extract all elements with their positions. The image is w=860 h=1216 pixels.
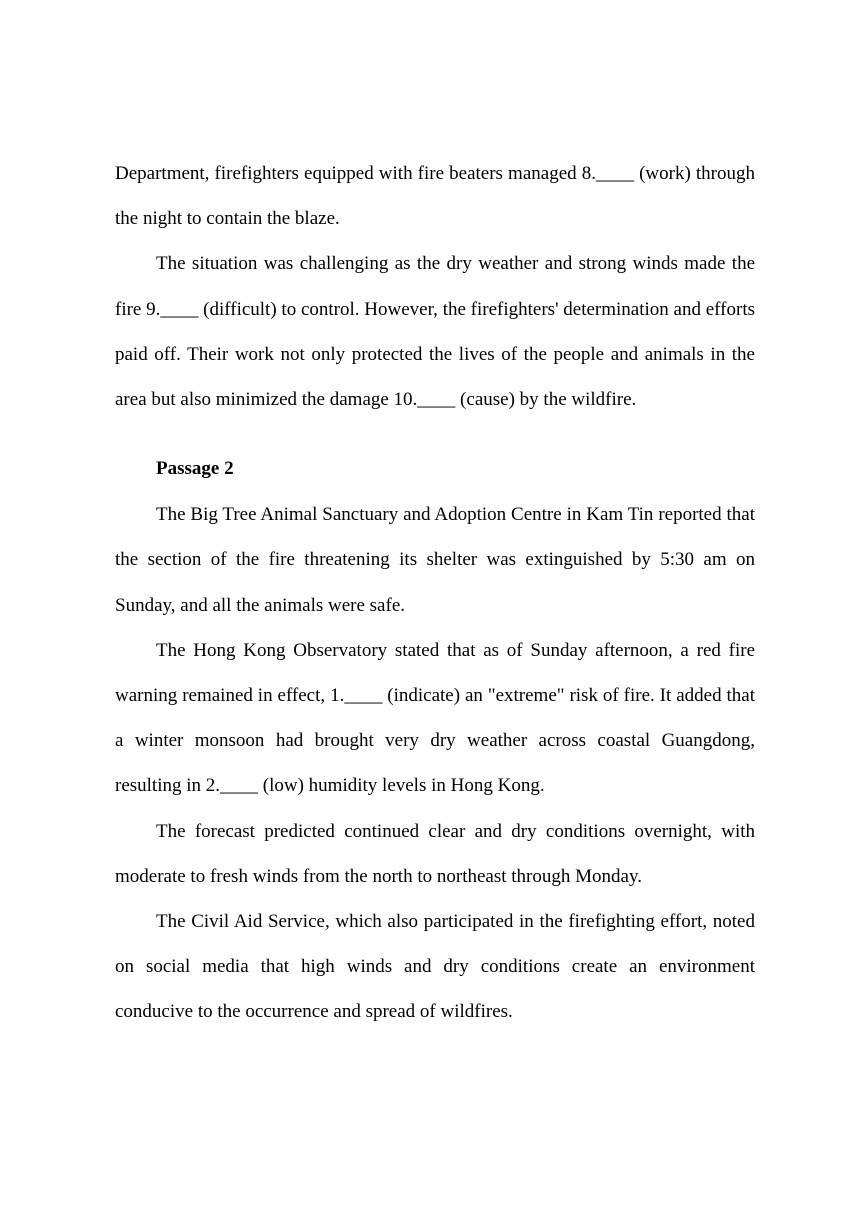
paragraph-situation: The situation was challenging as the dry weather and strong winds made the fire 9.____ (difficult) to control. However, the firefighters' determination and efforts paid off. Their work not only protected the lives of the people and animals in the area but also minimized the damage 10.____ (cause) by the wildfire. bbox=[115, 253, 755, 411]
paragraph-civil-aid: The Civil Aid Service, which also participated in the firefighting effort, noted on social media that high winds and dry conditions create an environment conducive to the occurrence and spread of wildfires. bbox=[115, 911, 755, 1023]
paragraph-forecast: The forecast predicted continued clear and dry conditions overnight, with moderate to fresh winds from the north to northeast through Monday. bbox=[115, 820, 755, 887]
paragraph-observatory: The Hong Kong Observatory stated that as of Sunday afternoon, a red fire warning remained in effect, 1.____ (indicate) an "extreme" risk of fire. It added that a winter monsoon had brought very dry weather across coastal Guangdong, resulting in 2.____ (low) humidity levels in Hong Kong. bbox=[115, 639, 755, 797]
paragraph-continued: Department, firefighters equipped with fire beaters managed 8.____ (work) through the night to contain the blaze. bbox=[115, 163, 755, 230]
paragraph-sanctuary: The Big Tree Animal Sanctuary and Adoption Centre in Kam Tin reported that the section of the fire threatening its shelter was extinguished by 5:30 am on Sunday, and all the animals were safe. bbox=[115, 504, 755, 616]
passage-heading: Passage 2 bbox=[156, 458, 234, 480]
document-page bbox=[115, 151, 755, 1035]
